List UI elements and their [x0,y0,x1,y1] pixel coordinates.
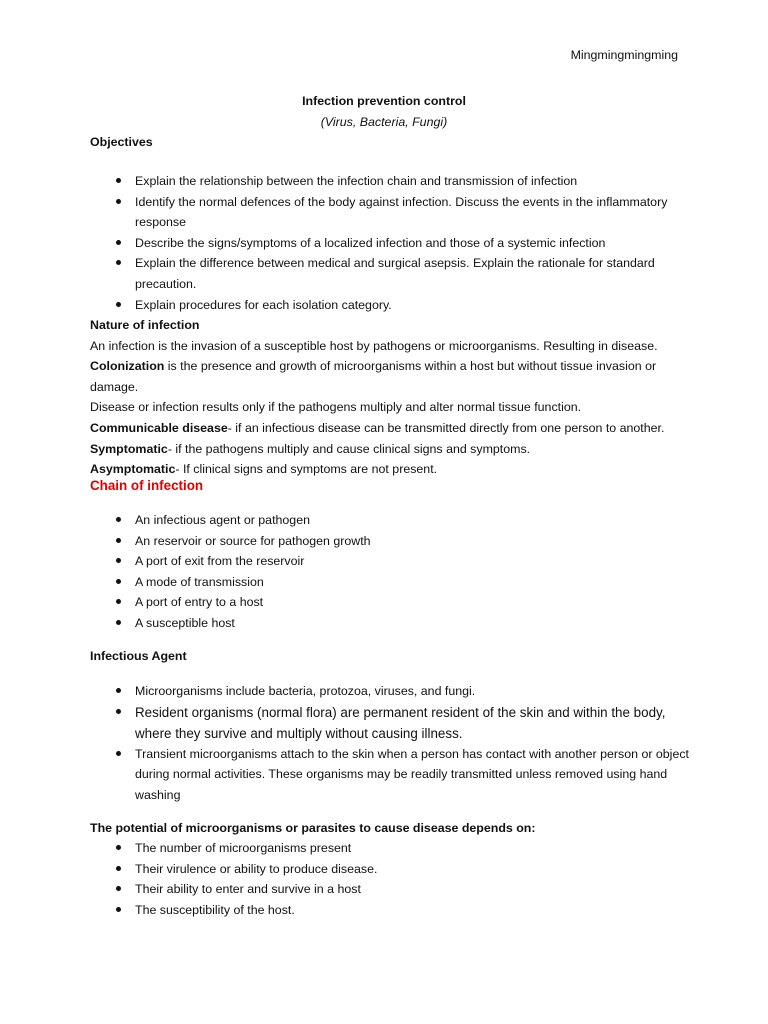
bullet-icon [116,558,121,563]
list-item: Their ability to enter and survive in a host [90,879,690,900]
chain-heading-block [90,476,690,497]
chain-list-block [90,510,690,634]
bullet-icon [116,599,121,604]
bullet-icon [116,260,121,265]
agent-list [90,681,690,805]
potential-list-block [90,838,690,920]
objectives-heading-block [90,132,690,153]
bullet-icon [116,579,121,584]
nature-paragraph: Disease or infection results only if the pathogens multiply and alter normal tissue function. [90,400,582,415]
bullet-icon [116,302,121,307]
nature-paragraph: Asymptomatic- If clinical signs and symptoms are not present. [90,462,438,477]
list-item: Identify the normal defences of the body against infection. Discuss the events in the inflammatory response [90,192,690,233]
objectives-list [90,171,690,315]
agent-heading: Infectious Agent [90,649,187,663]
bullet-icon [116,688,121,693]
bullet-icon [116,199,121,204]
bullet-icon [116,751,121,756]
bullet-icon [116,886,121,891]
list-item: Resident organisms (normal flora) are permanent resident of the skin and within the body, where they survive and multiply without causing illness. [90,702,690,744]
list-item: Explain the difference between medical and surgical asepsis. Explain the rationale for standard precaution. [90,253,690,294]
list-item: An infectious agent or pathogen [90,510,690,531]
list-item: Their virulence or ability to produce disease. [90,859,690,880]
document-subtitle: (Virus, Bacteria, Fungi) [320,115,448,129]
bullet-icon [116,620,121,625]
nature-heading: Nature of infection [90,318,200,332]
chain-heading: Chain of infection [90,478,204,493]
bullet-icon [116,845,121,850]
bullet-icon [116,178,121,183]
bullet-icon [116,907,121,912]
bullet-icon [116,866,121,871]
list-item: A mode of transmission [90,572,690,593]
list-item: Describe the signs/symptoms of a localized infection and those of a systemic infection [90,233,690,254]
nature-paragraph: An infection is the invasion of a susceptible host by pathogens or microorganisms. Resulting in disease. [90,338,658,353]
nature-section [90,315,690,480]
nature-paragraph: Colonization is the presence and growth of microorganisms within a host but without tissue invasion or damage. [90,359,657,394]
potential-heading-block [90,818,690,839]
bullet-icon [116,538,121,543]
list-item: Explain procedures for each isolation category. [90,295,690,316]
document-title: Infection prevention control [302,94,466,108]
nature-paragraph: Communicable disease- if an infectious disease can be transmitted directly from one person to another. [90,420,665,435]
list-item: Microorganisms include bacteria, protozoa, viruses, and fungi. [90,681,690,702]
potential-heading: The potential of microorganisms or parasites to cause disease depends on: [90,821,536,835]
objectives-list-block [90,171,690,315]
bullet-icon [116,240,121,245]
objectives-heading: Objectives [90,135,153,149]
potential-list [90,838,690,920]
list-item: A susceptible host [90,613,690,634]
chain-list [90,510,690,634]
list-item: Explain the relationship between the infection chain and transmission of infection [90,171,690,192]
agent-heading-block [90,646,690,667]
list-item: Transient microorganisms attach to the skin when a person has contact with another person or object during normal activities. These organisms may be readily transmitted unless removed using hand washing [90,744,690,806]
list-item: A port of entry to a host [90,592,690,613]
list-item: An reservoir or source for pathogen growth [90,531,690,552]
list-item: A port of exit from the reservoir [90,551,690,572]
author-name: Mingmingmingming [570,48,678,62]
list-item: The number of microorganisms present [90,838,690,859]
nature-paragraph: Symptomatic- if the pathogens multiply and cause clinical signs and symptoms. [90,441,531,456]
list-item: The susceptibility of the host. [90,900,690,921]
bullet-icon [116,517,121,522]
agent-list-block [90,681,690,805]
bullet-icon [116,709,121,714]
